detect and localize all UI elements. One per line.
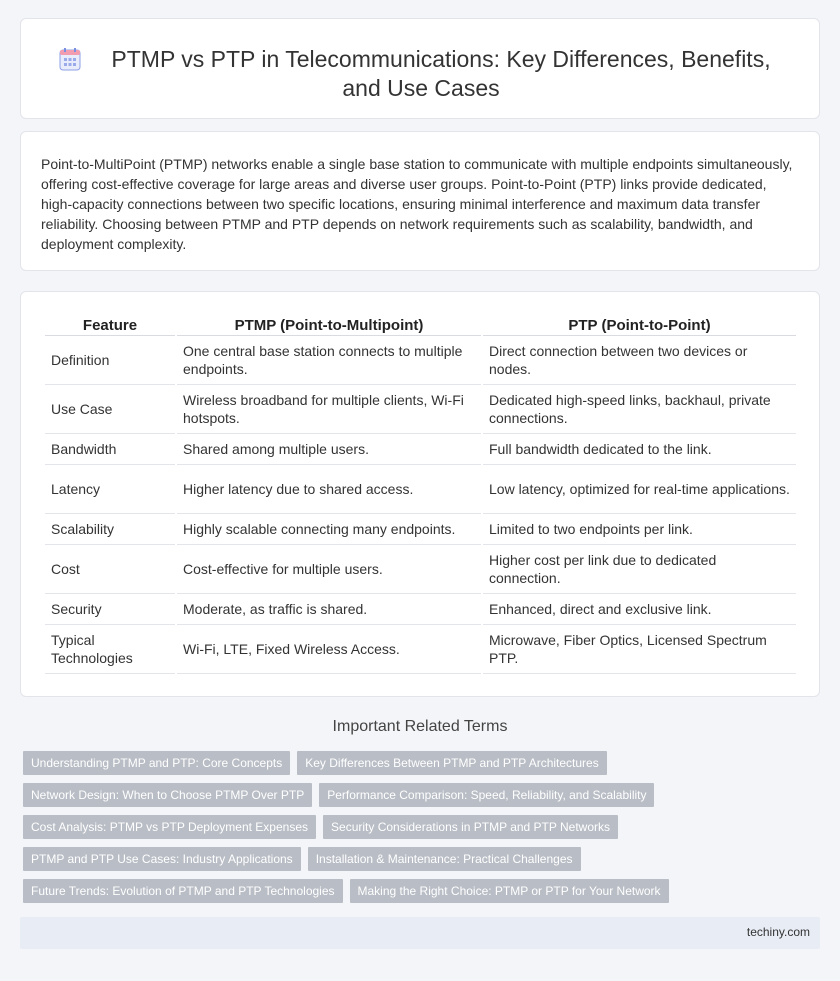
tag-row — [23, 879, 813, 911]
row-feature: Security — [45, 594, 175, 625]
related-term-link[interactable]: Cost Analysis: PTMP vs PTP Deployment Expenses — [23, 815, 316, 839]
table-row — [45, 465, 796, 514]
table-row — [45, 385, 796, 434]
table-row — [45, 625, 796, 674]
row-ptmp-value: Wireless broadband for multiple clients, Wi-Fi hotspots. — [177, 385, 481, 434]
row-ptp-value: Enhanced, direct and exclusive link. — [483, 594, 796, 625]
table-row — [45, 545, 796, 594]
site-name-link[interactable]: techiny.com — [746, 925, 810, 939]
related-term-link[interactable]: Making the Right Choice: PTMP or PTP for Your Network — [350, 879, 669, 903]
tag-row — [23, 751, 813, 783]
comparison-table — [43, 314, 798, 674]
comparison-table-card — [20, 291, 820, 697]
row-feature: Definition — [45, 336, 175, 385]
table-row — [45, 514, 796, 545]
related-term-link[interactable]: Understanding PTMP and PTP: Core Concepts — [23, 751, 290, 775]
related-terms-heading: Important Related Terms — [332, 718, 508, 735]
page-title — [21, 45, 821, 103]
related-terms-list — [23, 751, 813, 911]
row-feature: Scalability — [45, 514, 175, 545]
row-ptp-value: Dedicated high-speed links, backhaul, private connections. — [483, 385, 796, 434]
row-ptmp-value: Moderate, as traffic is shared. — [177, 594, 481, 625]
header-ptmp: PTMP (Point-to-Multipoint) — [177, 314, 481, 336]
row-feature: Latency — [45, 465, 175, 514]
tag-row — [23, 783, 813, 815]
related-term-link[interactable]: Network Design: When to Choose PTMP Over PTP — [23, 783, 312, 807]
intro-paragraph: Point-to-MultiPoint (PTMP) networks enable a single base station to communicate with multiple endpoints simultaneously, offering cost-effective coverage for large areas and diverse user groups. Point-to-Point (PTP) links provide dedicated, high-capacity connections between two specific locations, ensuring minimal interference and maximum data transfer reliability. Choosing between PTMP and PTP depends on network requirements such as scalability, bandwidth, and deployment complexity. — [41, 156, 793, 252]
page-title-line-2: and Use Cases — [342, 75, 500, 101]
table-row — [45, 434, 796, 465]
row-feature: Bandwidth — [45, 434, 175, 465]
row-ptmp-value: Wi-Fi, LTE, Fixed Wireless Access. — [177, 625, 481, 674]
related-term-link[interactable]: Key Differences Between PTMP and PTP Architectures — [297, 751, 606, 775]
table-header-row — [45, 314, 796, 336]
header-feature: Feature — [45, 314, 175, 336]
intro-card — [20, 131, 820, 271]
related-term-link[interactable]: PTMP and PTP Use Cases: Industry Applications — [23, 847, 301, 871]
related-term-link[interactable]: Performance Comparison: Speed, Reliability, and Scalability — [319, 783, 654, 807]
row-feature: Cost — [45, 545, 175, 594]
row-ptmp-value: Shared among multiple users. — [177, 434, 481, 465]
tag-row — [23, 815, 813, 847]
table-row — [45, 594, 796, 625]
row-feature: Typical Technologies — [45, 625, 175, 674]
header-ptp: PTP (Point-to-Point) — [483, 314, 796, 336]
row-ptmp-value: One central base station connects to multiple endpoints. — [177, 336, 481, 385]
related-term-link[interactable]: Security Considerations in PTMP and PTP Networks — [323, 815, 618, 839]
related-term-link[interactable]: Future Trends: Evolution of PTMP and PTP Technologies — [23, 879, 343, 903]
row-ptp-value: Higher cost per link due to dedicated connection. — [483, 545, 796, 594]
related-term-link[interactable]: Installation & Maintenance: Practical Challenges — [308, 847, 581, 871]
row-ptmp-value: Cost-effective for multiple users. — [177, 545, 481, 594]
table-row — [45, 336, 796, 385]
page-title-line-1: PTMP vs PTP in Telecommunications: Key Differences, Benefits, — [111, 46, 771, 72]
row-ptp-value: Microwave, Fiber Optics, Licensed Spectrum PTP. — [483, 625, 796, 674]
row-ptmp-value: Highly scalable connecting many endpoints. — [177, 514, 481, 545]
tag-row — [23, 847, 813, 879]
row-ptp-value: Limited to two endpoints per link. — [483, 514, 796, 545]
footer — [20, 917, 820, 949]
row-ptp-value: Direct connection between two devices or nodes. — [483, 336, 796, 385]
row-feature: Use Case — [45, 385, 175, 434]
row-ptp-value: Full bandwidth dedicated to the link. — [483, 434, 796, 465]
row-ptp-value: Low latency, optimized for real-time applications. — [483, 465, 796, 514]
row-ptmp-value: Higher latency due to shared access. — [177, 465, 481, 514]
header-card — [20, 18, 820, 119]
